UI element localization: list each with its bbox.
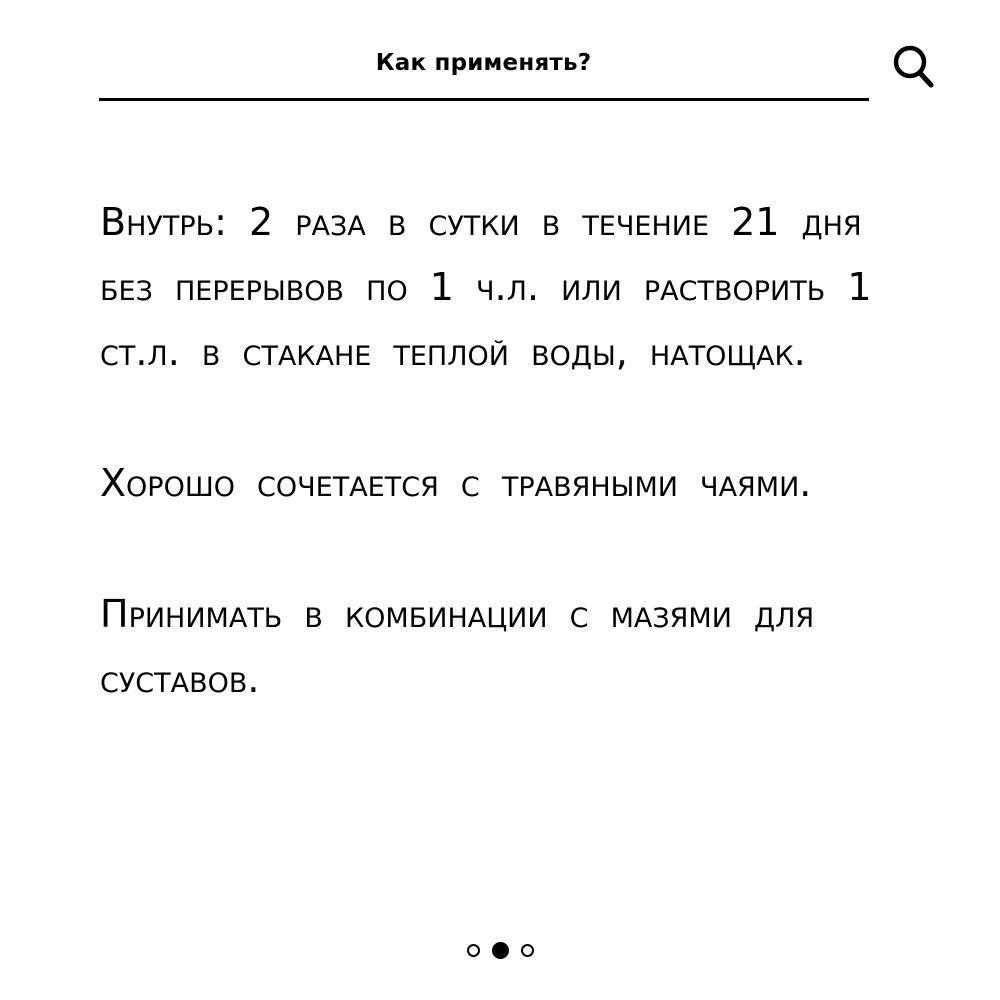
instruction-paragraph-dosage: Внутрь: 2 раза в сутки в течение 21 дня без перерывов по 1 ч.л. или растворить 1 ст.л. в стакане теплой воды, натощак. (100, 200, 872, 374)
pagination-dot-1[interactable] (467, 944, 480, 957)
page-title: Как применять? (375, 50, 592, 76)
instructions-content (100, 190, 900, 712)
pagination-dots (0, 939, 1000, 961)
header-divider (99, 98, 869, 101)
pagination-dot-3[interactable] (521, 944, 534, 957)
instruction-paragraph-ointments: Принимать в комбинации с мазями для суставов. (100, 592, 815, 701)
search-button[interactable] (888, 38, 946, 96)
search-icon (888, 38, 946, 96)
instruction-paragraph-tea: Хорошо сочетается с травяными чаями. (100, 461, 812, 505)
pagination-dot-2-active[interactable] (492, 942, 509, 959)
